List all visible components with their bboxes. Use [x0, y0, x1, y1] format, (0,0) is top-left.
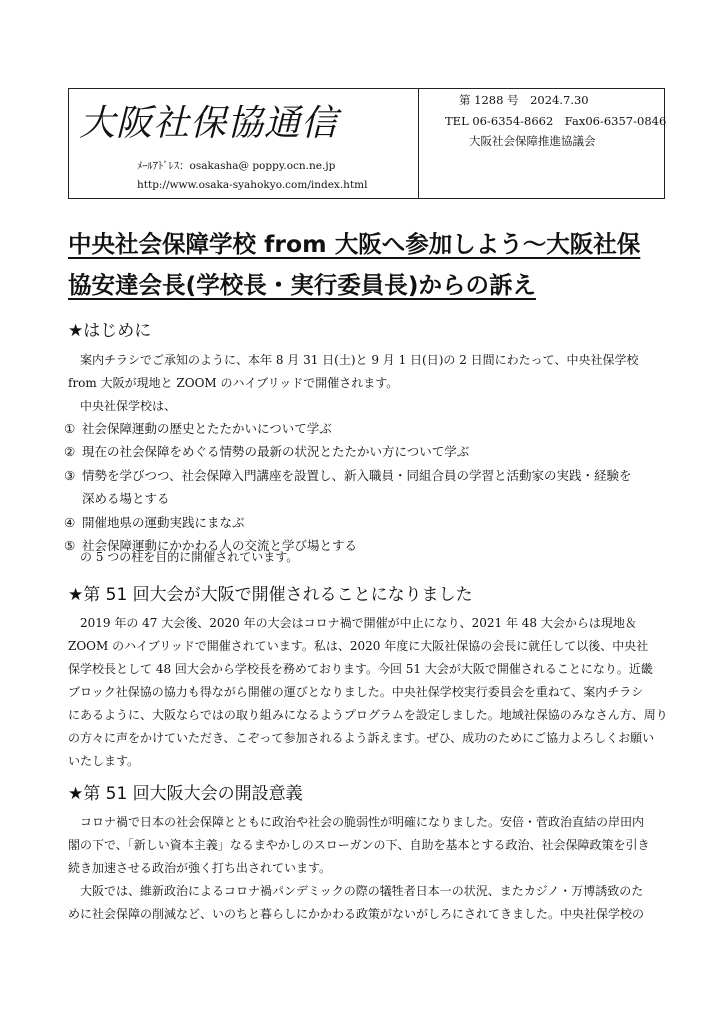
paragraph-line: 2019 年の 47 大会後、2020 年の大会はコロナ禍で開催が中止になり、2021 年 48 大会からは現地＆: [80, 616, 637, 630]
section-heading-intro: ★はじめに: [68, 321, 152, 341]
list-number: ①: [64, 421, 76, 436]
paragraph-line: の方々に声をかけていただき、こぞって参加されるよう訴えます。ぜひ、成功のためにご協力よろしくお願い: [68, 731, 655, 745]
significance-paragraph: [68, 811, 664, 926]
list-number: ②: [64, 444, 76, 460]
paragraph-line: 保学校長として 48 回大会から学校長を務めております。今回 51 大会が大阪で開催されることになり。近畿: [68, 662, 653, 676]
list-item-continuation: 深める場とする: [82, 491, 170, 507]
masthead-box: [68, 88, 665, 199]
paragraph-line: ブロック社保協の協力も得ながら開催の運びとなりました。中央社保学校実行委員会を重ねて、案内チラシ: [68, 685, 644, 699]
organization-name: 大阪社会保障推進協議会: [469, 134, 596, 148]
headline-line-2: 協安達会長(学校長・実行委員長)からの訴え: [68, 271, 536, 299]
issue-number-date: 第 1288 号 2024.7.30: [459, 93, 589, 107]
paragraph-line: コロナ禍で日本の社会保障とともに政治や社会の脆弱性が明確になりました。安倍・菅政治直結の岸田内: [80, 815, 645, 829]
newsletter-title: 大阪社保協通信: [79, 103, 339, 144]
intro-line-2: from 大阪が現地と ZOOM のハイブリッドで開催されます。: [68, 376, 399, 390]
section-heading-significance: ★第 51 回大阪大会の開設意義: [68, 784, 303, 804]
section-51st-paragraph: [68, 612, 668, 773]
article-headline: [68, 224, 668, 306]
headline-line-1: 中央社会保障学校 from 大阪へ参加しよう～大阪社保: [68, 230, 641, 258]
masthead-divider: [418, 89, 419, 198]
paragraph-line: ZOOM のハイブリッドで開催されています。私は、2020 年度に大阪社保協の会長に就任して以後、中央社: [68, 639, 649, 653]
paragraph-line: にあるように、大阪ならではの取り組みになるようプログラムを設定しました。地域社保協のみなさん方、周り: [68, 708, 668, 722]
list-number: ④: [64, 514, 76, 530]
list-number: ⑤: [64, 538, 76, 554]
list-text: 社会保障運動にかかわる人の交流と学び場とする: [82, 538, 358, 554]
tel-fax: TEL 06-6354-8662 Fax06-6357-0846: [445, 114, 667, 128]
list-number: ③: [64, 467, 76, 483]
list-item: [64, 464, 674, 487]
intro-line-1: 案内チラシでご承知のように、本年 8 月 31 日(土)と 9 月 1 日(日)の 2 日間にわたって、中央社保学校: [80, 353, 639, 367]
list-outro: [68, 546, 664, 569]
email-address: ﾒｰﾙｱﾄﾞﾚｽ：osakasha@ poppy.ocn.ne.jp: [137, 160, 336, 172]
list-item: [64, 417, 674, 440]
list-text: 情勢を学びつつ、社会保障入門講座を設置し、新入職員・同組合員の学習と活動家の実践・経験を: [82, 467, 632, 483]
list-item: [64, 440, 674, 463]
paragraph-line: めに社会保障の削減など、いのちと暮らしにかかわる政策がないがしろにされてきました。中央社保学校の: [68, 907, 645, 921]
outro-line: の 5 つの柱を目的に開催されています。: [80, 550, 299, 564]
intro-lead: 中央社保学校は、: [80, 399, 177, 413]
list-text: 社会保障運動の歴史とたたかいについて学ぶ: [82, 421, 332, 436]
paragraph-line: いたします。: [68, 754, 140, 768]
list-item: [64, 511, 674, 534]
list-text: 開催地県の運動実践にまなぶ: [82, 514, 245, 530]
paragraph-line: 続き加速させる政治が強く打ち出されています。: [68, 861, 332, 875]
list-text: 現在の社会保障をめぐる情勢の最新の状況とたたかい方について学ぶ: [82, 444, 470, 460]
paragraph-line: 閣の下で、「新しい資本主義」なるまやかしのスローガンの下、自助を基本とする政治、社会保障政策を引き: [68, 838, 650, 852]
website-url[interactable]: http://www.osaka-syahokyo.com/index.html: [137, 179, 368, 191]
intro-paragraph: [68, 349, 664, 418]
section-heading-51st: ★第 51 回大会が大阪で開催されることになりました: [68, 585, 473, 605]
paragraph-line: 大阪では、維新政治によるコロナ禍パンデミックの際の犠牲者日本一の状況、またカジノ・万博誘致のた: [80, 884, 644, 898]
purpose-list: [64, 417, 674, 557]
